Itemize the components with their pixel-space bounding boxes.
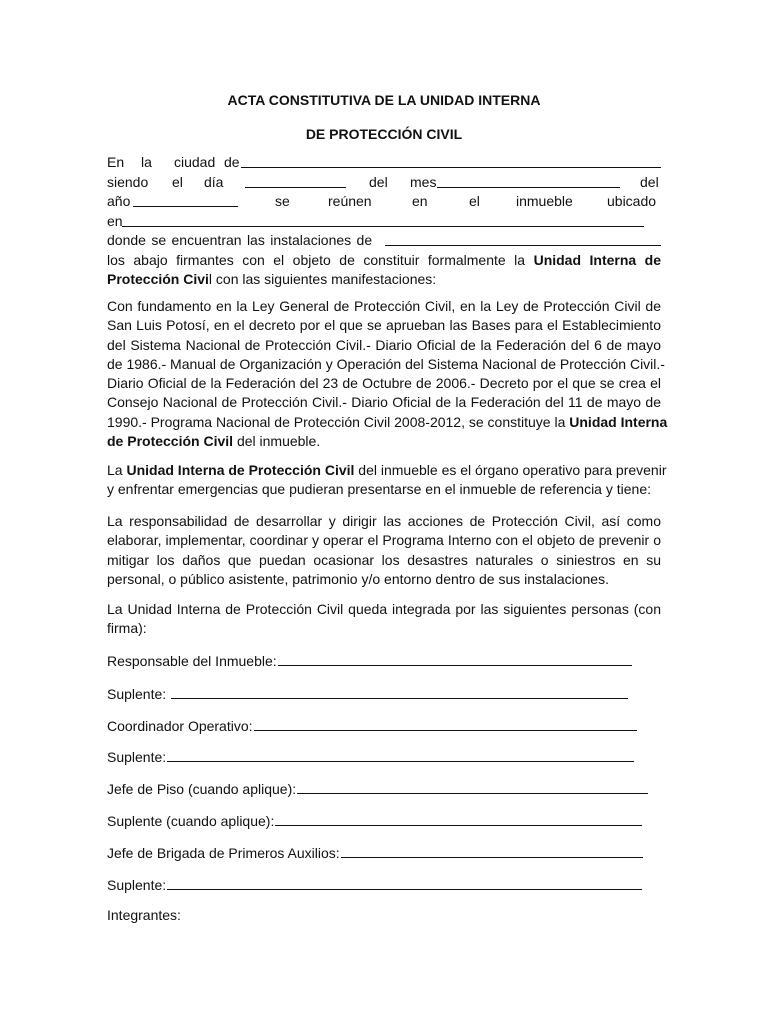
line-text: La bbox=[107, 462, 123, 478]
manifestations-text: l con las siguientes manifestaciones: bbox=[208, 271, 437, 287]
paragraph-unit-definition bbox=[107, 461, 667, 500]
unit-name-bold-cont: de Protección Civil bbox=[107, 433, 234, 450]
word: del bbox=[640, 173, 659, 190]
field-integrantes bbox=[107, 906, 181, 924]
paragraph-line: San Luis Potosí, en el decreto por el que se aprueban las Bases para el Establecimiento bbox=[107, 317, 661, 334]
paragraph-line: firma): bbox=[107, 620, 147, 637]
line-text: del inmueble es el órgano operativo para prevenir bbox=[358, 462, 667, 478]
word: siendo bbox=[107, 173, 149, 190]
field-suplente-piso bbox=[107, 811, 642, 830]
document-title-line2: DE PROTECCIÓN CIVIL bbox=[305, 126, 463, 142]
opening-line-3 bbox=[107, 192, 661, 212]
word: se bbox=[275, 193, 290, 209]
field-label: Suplente (cuando aplique): bbox=[107, 813, 275, 829]
installations-blank-line bbox=[385, 245, 661, 246]
line-text: del inmueble. bbox=[236, 433, 321, 450]
field-jefe-piso bbox=[107, 779, 648, 798]
paragraph-line: de 1986.- Manual de Organización y Operación del Sistema Nacional de Protección Civil.- bbox=[107, 355, 665, 372]
paragraph-integration bbox=[107, 600, 661, 639]
field-label: Suplente: bbox=[107, 877, 167, 893]
opening-line-6 bbox=[107, 251, 661, 271]
field-label: Coordinador Operativo: bbox=[107, 718, 253, 734]
word: inmueble bbox=[516, 193, 573, 209]
word: el bbox=[172, 173, 183, 190]
paragraph-line: Con fundamento en la Ley General de Protección Civil, en la Ley de Protección Civil de bbox=[107, 298, 661, 314]
opening-block bbox=[107, 153, 661, 290]
word: en bbox=[412, 193, 428, 209]
word: en bbox=[107, 212, 123, 229]
paragraph-line: mitigar los daños que puedan ocasionar los desastres naturales o siniestros en su bbox=[107, 551, 661, 568]
opening-line-2 bbox=[107, 173, 661, 193]
word: el bbox=[469, 193, 480, 209]
field-label: Jefe de Piso (cuando aplique): bbox=[107, 781, 297, 797]
field-suplente-2 bbox=[107, 747, 634, 766]
opening-line-1 bbox=[107, 153, 661, 173]
word: del bbox=[369, 173, 388, 190]
word: día bbox=[204, 173, 224, 190]
location-blank-line bbox=[122, 226, 644, 227]
opening-line-7 bbox=[107, 270, 661, 290]
unit-name-bold: Unidad Interna de bbox=[533, 251, 662, 268]
month-blank-line bbox=[437, 187, 620, 188]
signature-blank-line bbox=[275, 811, 642, 826]
signature-blank-line bbox=[167, 747, 634, 762]
signature-blank-line bbox=[278, 651, 632, 666]
word: de bbox=[224, 154, 240, 170]
installations-text: donde se encuentran las instalaciones de bbox=[107, 232, 373, 248]
paragraph-line: Diario Oficial de la Federación del 23 de Octubre de 2006.- Decreto por el que se crea el bbox=[107, 375, 661, 392]
year-blank-line bbox=[133, 206, 238, 207]
field-label: Responsable del Inmueble: bbox=[107, 653, 277, 669]
field-responsable-inmueble bbox=[107, 651, 632, 670]
paragraph-legal-basis bbox=[107, 297, 668, 451]
field-label: Jefe de Brigada de Primeros Auxilios: bbox=[107, 845, 340, 861]
opening-line-4 bbox=[107, 212, 661, 232]
document-title-line1: ACTA CONSTITUTIVA DE LA UNIDAD INTERNA bbox=[227, 92, 541, 108]
paragraph-line: y enfrentar emergencias que pudieran presentarse en el inmueble de referencia y tiene: bbox=[107, 481, 651, 498]
paragraph-line: La Unidad Interna de Protección Civil queda integrada por las siguientes personas (con bbox=[107, 601, 661, 617]
field-suplente-1 bbox=[107, 684, 628, 703]
unit-name-bold: Unidad Interna bbox=[569, 413, 668, 430]
field-label: Suplente: bbox=[107, 686, 171, 702]
signature-blank-line bbox=[341, 843, 643, 858]
word: mes bbox=[410, 173, 437, 190]
paragraph-line bbox=[107, 432, 661, 451]
signature-blank-line bbox=[171, 684, 628, 699]
word: ubicado bbox=[607, 193, 657, 209]
word: año bbox=[107, 193, 131, 209]
word: reúnen bbox=[328, 193, 372, 209]
line-text: 1990.- Programa Nacional de Protección Civil 2008-2012, se constituye la bbox=[107, 413, 566, 430]
paragraph-responsibility bbox=[107, 512, 661, 589]
word: ciudad bbox=[174, 154, 216, 170]
unit-name-bold: Unidad Interna de Protección Civil bbox=[126, 462, 355, 478]
signature-blank-line bbox=[254, 716, 637, 731]
word: la bbox=[141, 154, 152, 170]
paragraph-line bbox=[107, 413, 668, 432]
field-label: Integrantes: bbox=[107, 907, 181, 923]
signature-blank-line bbox=[297, 779, 648, 794]
field-label: Suplente: bbox=[107, 749, 167, 765]
paragraph-line: del Sistema Nacional de Protección Civil.- Diario Oficial de la Federación del 6 de mayo bbox=[107, 336, 661, 353]
paragraph-line: Consejo Nacional de Protección Civil.- Diario Oficial de la Federación del 11 de mayo de bbox=[107, 394, 661, 411]
field-jefe-brigada bbox=[107, 843, 643, 862]
day-blank-line bbox=[245, 187, 346, 188]
paragraph-line: personal, o público asistente, patrimonio y/o entorno dentro de sus instalaciones. bbox=[107, 570, 609, 587]
paragraph-line: elaborar, implementar, coordinar y operar el Programa Interno con el objeto de prevenir o bbox=[107, 532, 661, 549]
city-blank-line bbox=[241, 167, 661, 168]
opening-line-5 bbox=[107, 231, 661, 251]
unit-name-bold-cont: Protección Civi bbox=[107, 271, 209, 287]
paragraph-line: La responsabilidad de desarrollar y dirigir las acciones de Protección Civil, así como bbox=[107, 513, 661, 529]
signers-text: los abajo firmantes con el objeto de constituir formalmente la bbox=[107, 251, 526, 268]
field-coordinador-operativo bbox=[107, 716, 637, 735]
signature-blank-line bbox=[167, 875, 642, 890]
paragraph-line bbox=[107, 461, 667, 480]
field-suplente-brigada bbox=[107, 875, 642, 894]
word: En bbox=[107, 154, 125, 170]
